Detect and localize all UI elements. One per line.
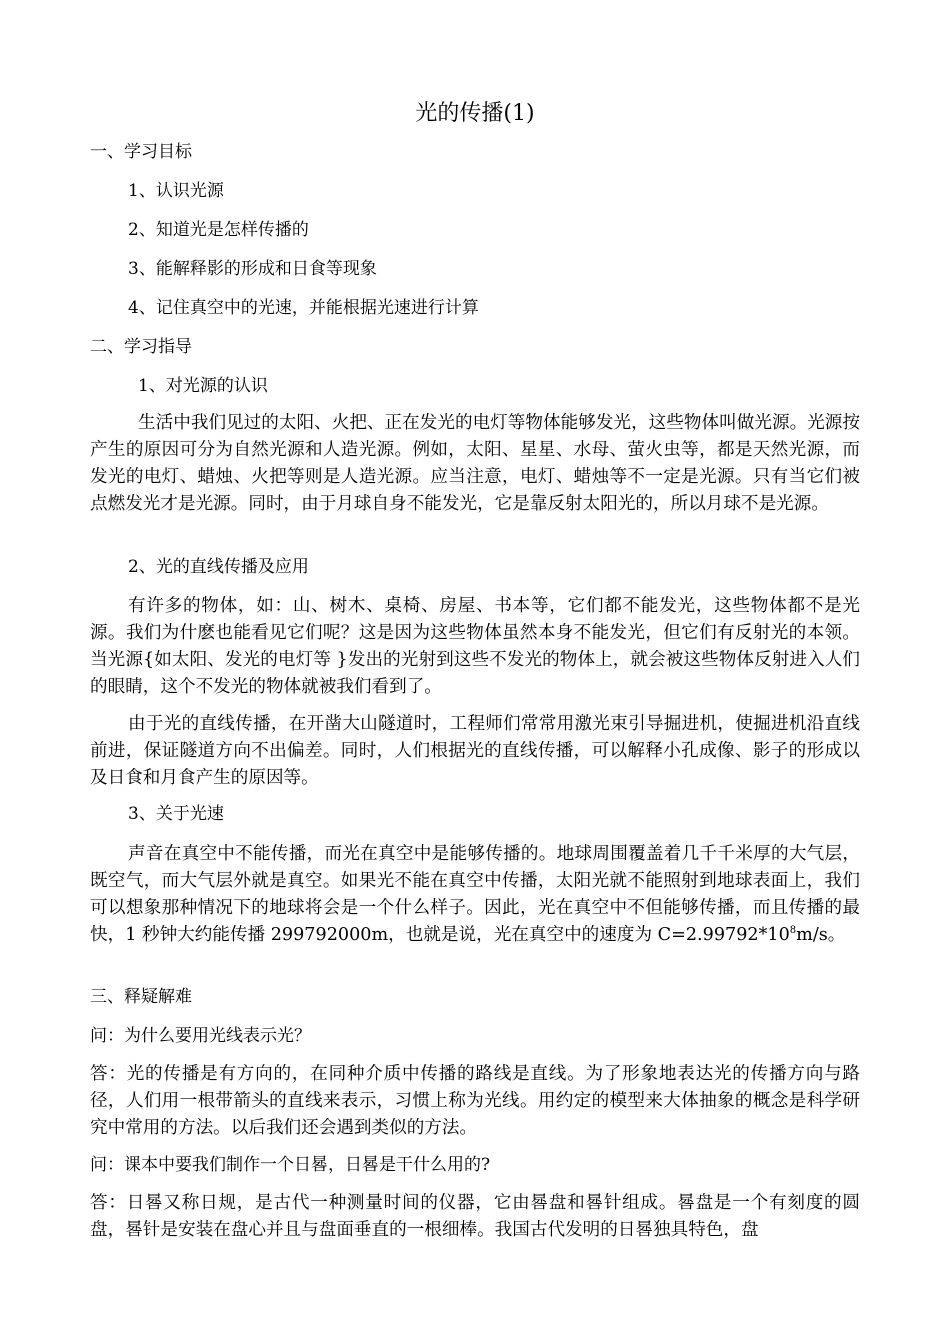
subheading-light-source: 1、对光源的认识 [138,376,268,396]
subheading-light-speed: 3、关于光速 [128,804,224,824]
goal-item: 4、记住真空中的光速，并能根据光速进行计算 [128,298,479,318]
document-title: 光的传播(1) [415,101,535,126]
section-heading-guidance: 二、学习指导 [90,337,192,357]
paragraph-light-speed [90,841,860,949]
goal-item: 2、知道光是怎样传播的 [128,220,309,240]
exponent: 8 [789,925,797,937]
paragraph-reflection: 有许多的物体，如：山、树木、桌椅、房屋、书本等，它们都不能发光，这些物体都不是光源。我们为什麽也能看见它们呢？这是因为这些物体虽然本身不能发光，但它们有反射光的本领。当光源{如太阳、发光的电灯等 }发出的光射到这些不发光的物体上，就会被这些物体反射进入人们的眼睛，这个不发光的物体就被我们看到了。 [90,596,860,697]
paragraph-light-source: 生活中我们见过的太阳、火把、正在发光的电灯等物体能够发光，这些物体叫做光源。光源按产生的原因可分为自然光源和人造光源。例如，太阳、星星、水母、萤火虫等，都是天然光源，而发光的电灯、蜡烛、火把等则是人造光源。应当注意，电灯、蜡烛等不一定是光源。只有当它们被点燃发光才是光源。同时，由于月球自身不能发光，它是靠反射太阳光的，所以月球不是光源。 [90,413,860,514]
section-heading-goals: 一、学习目标 [90,142,192,162]
light-speed-text: 声音在真空中不能传播，而光在真空中是能够传播的。地球周围覆盖着几千千米厚的大气层，既空气，而大气层外就是真空。如果光不能在真空中传播，太阳光就不能照射到地球表面上，我们可以想象那种情况下的地球将会是一个什么样子。因此，光在真空中不但能够传播，而且传播的最快，1 秒钟大约能传播 299792000m，也就是说，光在真空中的速度为 C=2.99792*10 [90,844,860,945]
goal-item: 1、认识光源 [128,181,224,201]
paragraph-application: 由于光的直线传播，在开凿大山隧道时，工程师们常常用激光束引导掘进机，使掘进机沿直线前进，保证隧道方向不出偏差。同时，人们根据光的直线传播，可以解释小孔成像、影子的形成以及日食和月食产生的原因等。 [90,714,860,788]
light-speed-unit: m/s。 [796,925,846,945]
subheading-straight-line: 2、光的直线传播及应用 [128,557,309,577]
question-1: 问：为什么要用光线表示光？ [90,1026,311,1046]
answer-2: 答：日晷又称日规，是古代一种测量时间的仪器，它由晷盘和晷针组成。晷盘是一个有刻度的圆盘，晷针是安装在盘心并且与盘面垂直的一根细棒。我国古代发明的日晷独具特色，盘 [90,1193,860,1240]
question-2: 问：课本中要我们制作一个日晷，日晷是干什么用的? [90,1155,491,1175]
goal-item: 3、能解释影的形成和日食等现象 [128,259,377,279]
answer-1: 答：光的传播是有方向的，在同种介质中传播的路线是直线。为了形象地表达光的传播方向与路径，人们用一根带箭头的直线来表示，习惯上称为光线。用约定的模型来大体抽象的概念是科学研究中常用的方法。以后我们还会遇到类似的方法。 [90,1064,860,1138]
section-heading-qa: 三、释疑解难 [90,987,192,1007]
